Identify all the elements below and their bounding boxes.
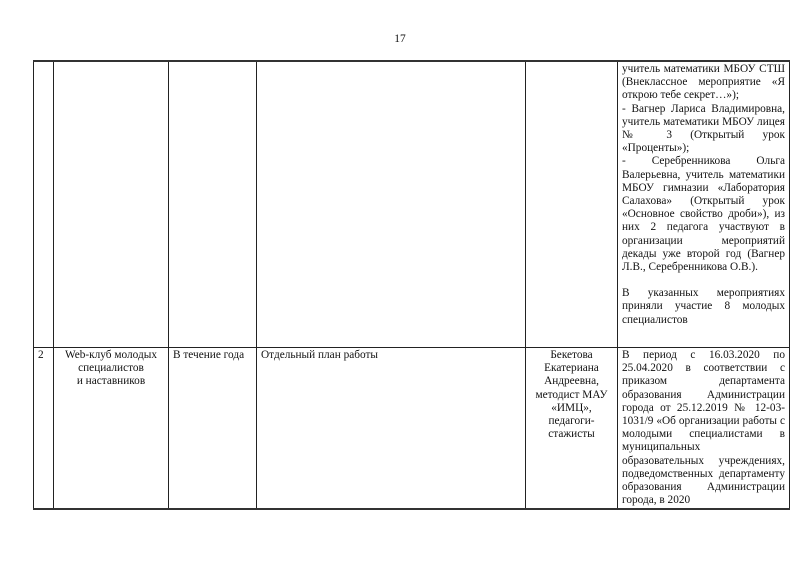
cell-event <box>54 348 169 510</box>
table-row <box>34 348 790 510</box>
cell-number <box>34 61 54 348</box>
responsible-line: Екатериана <box>544 362 599 375</box>
cell-responsible <box>526 61 618 348</box>
event-line: Web-клуб молодых <box>65 349 157 361</box>
cell-event <box>54 61 169 348</box>
responsible-line: стажисты <box>548 428 595 441</box>
cell-content: Отдельный план работы <box>257 348 526 510</box>
result-paragraph: В указанных мероприятиях приняли участие 8 молодых специалистов <box>622 287 785 326</box>
cell-result <box>618 61 790 348</box>
responsible-line: методист МАУ <box>535 388 608 401</box>
table-row <box>34 61 790 348</box>
event-line: специалистов <box>78 362 144 375</box>
cell-number: 2 <box>34 348 54 510</box>
cell-period: В течение года <box>169 348 257 510</box>
cell-result: В период с 16.03.2020 по 25.04.2020 в соответствии с приказом департамента образования Администрации города от 25.12.2019 № 12-03-1031/9 «Об организации работы с молодыми специалистами в муниципальных образовательных учреждениях, подведомственных департаменту образования Администрации города, в 2020 <box>618 348 790 510</box>
plan-table <box>33 60 790 510</box>
event-line: и наставников <box>76 375 146 388</box>
page-number: 17 <box>394 33 406 45</box>
responsible-line: педагоги- <box>548 415 595 428</box>
paragraph-gap <box>622 274 785 287</box>
cell-content <box>257 61 526 348</box>
result-paragraph: - Серебренникова Ольга Валерьевна, учитель математики МБОУ гимназии «Лаборатория Салахова» (Открытый урок «Основное свойство дроби»), из них 2 педагога участвуют в организации мероприятий декады уже второй год (Вагнер Л.В., Серебренникова О.В.). <box>622 155 785 274</box>
responsible-line: «ИМЦ», <box>551 401 592 414</box>
result-paragraph: учитель математики МБОУ СТШ (Внеклассное мероприятие «Я открою тебе секрет…»); <box>622 63 785 102</box>
cell-period <box>169 61 257 348</box>
responsible-line: Бекетова <box>550 349 593 361</box>
cell-responsible <box>526 348 618 510</box>
responsible-line: Андреевна, <box>544 375 599 388</box>
result-paragraph: - Вагнер Лариса Владимировна, учитель математики МБОУ лицея № 3 (Открытый урок «Проценты»); <box>622 102 785 155</box>
